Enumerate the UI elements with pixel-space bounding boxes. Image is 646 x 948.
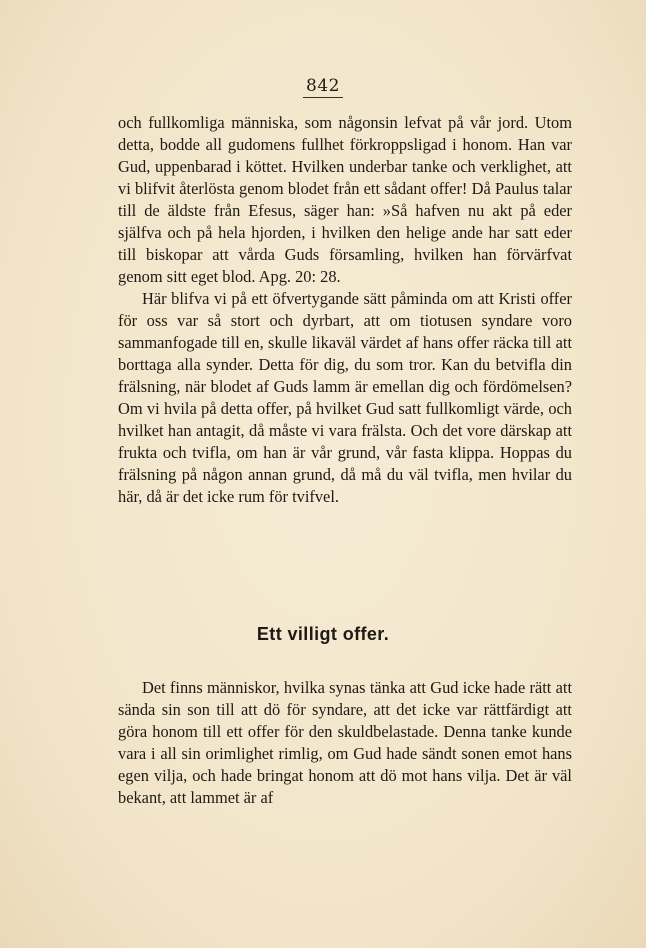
- paragraph-2: Här blifva vi på ett öfvertygande sätt påminda om att Kristi offer för oss var så stort och dyrbart, att om tiotusen syndare voro sammanfogade till en, skulle likaväl värdet af hans offer räcka till att borttaga alla synder. Detta för dig, du som tror. Kan du betvifla din frälsning, när blodet af Guds lamm är emellan dig och fördömelsen? Om vi hvila på detta offer, på hvilket Gud satt fullkomligt värde, och hvilket han antagit, då måste vi vara frälsta. Och det vore därskap att frukta och tvifla, om han är vår grund, vår fasta klippa. Hoppas du frälsning på någon annan grund, då må du väl tvifla, men hvilar du här, då är det icke rum för tvifvel.: [118, 289, 572, 506]
- page-number-text: 842: [303, 76, 343, 98]
- page-number: [0, 76, 646, 96]
- text-block-1: [118, 112, 572, 508]
- paragraph-3: Det finns människor, hvilka synas tänka att Gud icke hade rätt att sända sin son till att dö för syndare, att det icke var rättfärdigt att göra honom till ett offer för den skuldbelastade. Denna tanke kunde vara i all sin orimlighet rimlig, om Gud hade sändt sonen emot hans egen vilja, och hade bringat honom att dö mot hans vilja. Det är väl bekant, att lammet är af: [118, 678, 572, 807]
- text-block-2: [118, 677, 572, 809]
- paragraph-1: och fullkomliga människa, som någonsin lefvat på vår jord. Utom detta, bodde all gudomens fullhet förkroppsligad i honom. Han var Gud, uppenbarad i köttet. Hvilken underbar tanke och verklighet, att vi blifvit återlösta genom blodet från ett sådant offer! Då Paulus talar till de äldste från Efesus, säger han: »Så hafven nu akt på eder själfva och på hela hjorden, i hvilken den helige ande har satt eder till biskopar att vårda Guds församling, hvilken han förvärfvat genom sitt eget blod. Apg. 20: 28.: [118, 113, 572, 286]
- section-heading: Ett villigt offer.: [256, 624, 390, 644]
